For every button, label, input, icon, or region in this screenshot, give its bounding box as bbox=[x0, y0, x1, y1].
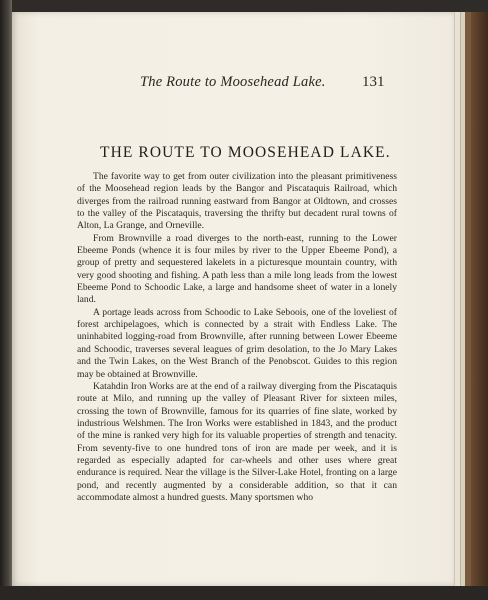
paragraph: Katahdin Iron Works are at the end of a railway diverging from the Piscataquis route at Milo, and running up the valley of Pleasant River for sixteen miles, crossing the town of Brownville, famous for its quarries of fine slate, worked by industrious Welshmen. The Iron Works were established in 1843, and the product of the mine is ranked very high for its valuable properties of strength and tenacity. From seventy-five to one hundred tons of iron are made per week, and it is regarded as especially adapted for car-wheels and other uses where great endurance is required. Near the village is the Silver-Lake Hotel, fronting on a large pond, and recently augmented by a considerable addition, so that it can accommodate almost a hundred guests. Many sportsmen who bbox=[77, 380, 397, 503]
paragraph: From Brownville a road diverges to the north-east, running to the Lower Ebeeme Ponds (whence it is four miles by river to the Upper Ebeeme Pond), a group of pretty and sequestered lakelets in a picturesque mountain country, with very good shooting and fishing. A path less than a mile long leads from the lowest Ebeeme Pond to Schoodic Lake, a large and handsome sheet of water in a lonely land. bbox=[77, 232, 397, 306]
paragraph: A portage leads across from Schoodic to Lake Seboois, one of the loveliest of forest archipelagoes, which is connected by a strait with Endless Lake. The uninhabited logging-road from Brownville, after running between Lower Ebeeme and Schoodic, traverses several leagues of grim desolation, to the Jo Mary Lakes and the Twin Lakes, on the West Branch of the Penobscot. Guides to this region may be obtained at Brownville. bbox=[77, 306, 397, 380]
book-cover-board bbox=[471, 12, 488, 586]
page-number: 131 bbox=[362, 74, 385, 90]
body-text bbox=[77, 171, 397, 504]
chapter-title: THE ROUTE TO MOOSEHEAD LAKE. bbox=[100, 144, 391, 161]
scan-background bbox=[0, 586, 488, 600]
paragraph: The favorite way to get from outer civilization into the pleasant primitiveness of the Moosehead region leads by the Bangor and Piscataquis Railroad, which diverges from the railroad running eastward from Bangor at Oldtown, and crosses to the valley of the Piscataquis, traversing the thrifty but decadent rural towns of Alton, La Grange, and Orneville. bbox=[77, 171, 397, 232]
running-head: The Route to Moosehead Lake. bbox=[140, 74, 326, 90]
book-binding-gutter bbox=[0, 0, 12, 600]
